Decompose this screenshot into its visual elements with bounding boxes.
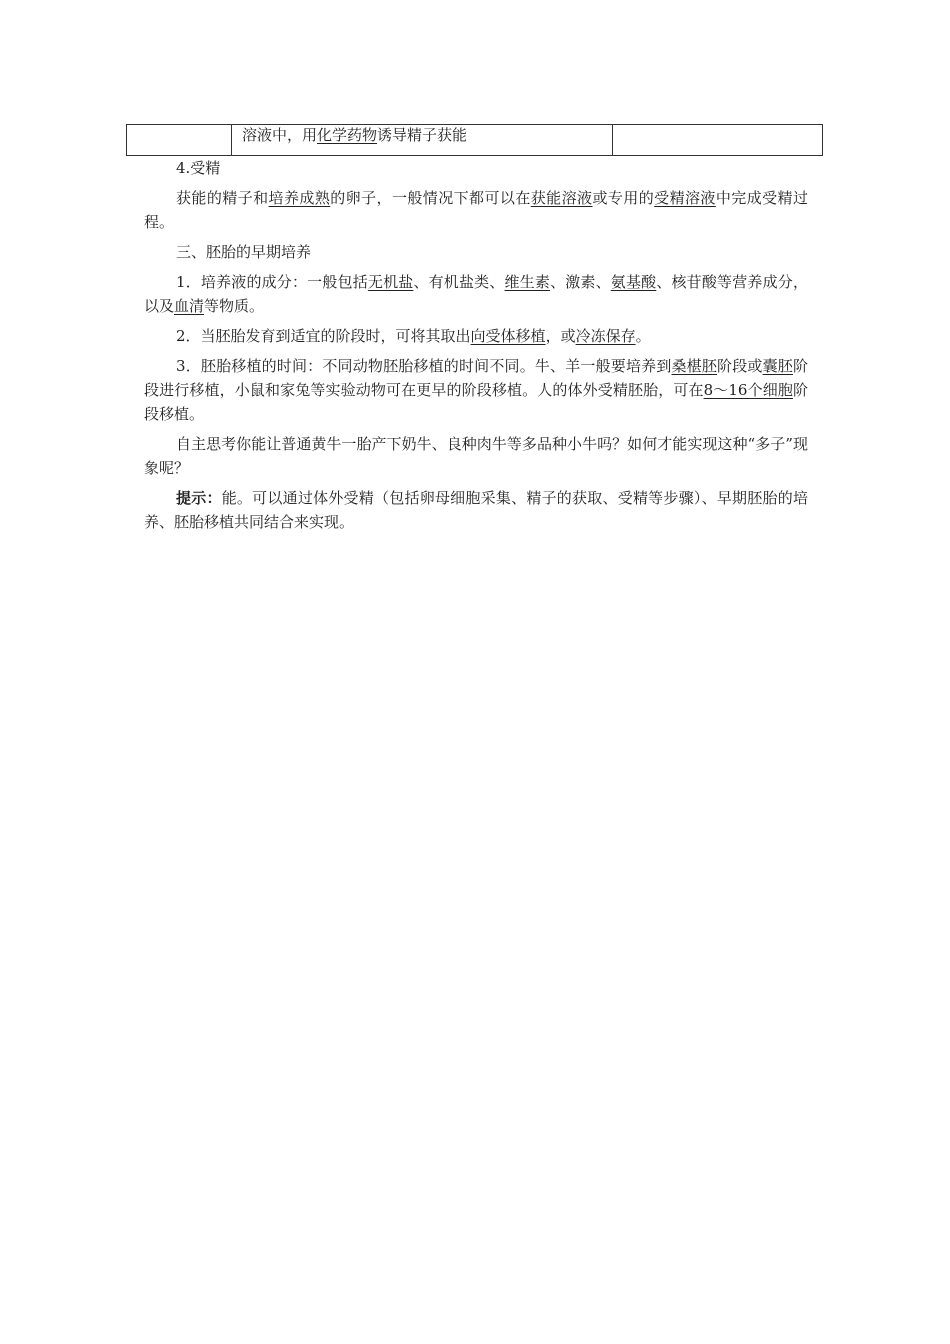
text-span: 2．当胚胎发育到适宜的阶段时，可将其取出: [176, 327, 471, 345]
underlined-term: 冷冻保存: [575, 327, 636, 345]
text-span: 4.受精: [176, 159, 221, 177]
text-span: 能。可以通过体外受精（包括卵母细胞采集、精子的获取、受精等步骤）、早期胚胎的培养、胚胎移植共同结合来实现。: [144, 489, 808, 531]
text-span: 诱导精子获能: [377, 126, 468, 144]
text-span: 阶段或: [717, 357, 763, 375]
table-cell-empty-right: [613, 125, 823, 156]
text-span: 获能的精子和: [176, 189, 269, 207]
text-span: 、有机盐类、: [413, 273, 505, 291]
table-cell-text: [232, 125, 613, 156]
table-row: [127, 125, 823, 156]
text-span: 等物质。: [204, 297, 265, 315]
text-span: 阶段进行移植，小鼠和家兔等实验动物可在更早的阶段移植。人的体外受精胚胎，可在: [144, 357, 808, 399]
section-heading-embryo-culture: [144, 240, 808, 264]
heading-fertilization: [144, 156, 808, 180]
underlined-term: 无机盐: [367, 273, 414, 291]
document-body: [144, 156, 808, 534]
text-span: 、激素、: [550, 273, 611, 291]
paragraph-culture-medium: [144, 270, 808, 318]
text-span: 的卵子，一般情况下都可以在: [330, 189, 531, 207]
underlined-term: 获能溶液: [530, 189, 593, 207]
text-span: 中完成受精过程。: [144, 189, 808, 231]
underlined-term: 维生素: [504, 273, 551, 291]
hint-label: 提示：: [176, 489, 222, 507]
paragraph-transfer-or-freeze: [144, 324, 808, 348]
underlined-term: 受精溶液: [654, 189, 716, 207]
paragraph-fertilization: [144, 186, 808, 234]
paragraph-hint-answer: [144, 486, 808, 534]
text-span: 自主思考你能让普通黄牛一胎产下奶牛、良种肉牛等多品种小牛吗？如何才能实现这种“多子”现象呢？: [144, 435, 808, 477]
text-span: 阶段移植。: [144, 381, 808, 423]
table-fragment: [126, 124, 823, 156]
text-span: 溶液中，用: [242, 126, 318, 144]
text-span: 三、胚胎的早期培养: [176, 243, 312, 261]
table-cell-empty-left: [127, 125, 232, 156]
paragraph-self-thinking-question: [144, 432, 808, 480]
underlined-term: 囊胚: [762, 357, 793, 375]
underlined-term: 血清: [174, 297, 205, 315]
underlined-term: 化学药物: [317, 126, 378, 144]
text-span: 或专用的: [592, 189, 655, 207]
underlined-term: 氨基酸: [610, 273, 657, 291]
underlined-term: 8～16个细胞: [703, 381, 793, 399]
text-span: 1．培养液的成分：一般包括: [176, 273, 368, 291]
underlined-term: 向受体移植: [470, 327, 546, 345]
underlined-term: 培养成熟: [268, 189, 331, 207]
text-span: ，或: [545, 327, 576, 345]
text-span: 3．胚胎移植的时间：不同动物胚胎移植的时间不同。牛、羊一般要培养到: [176, 357, 672, 375]
paragraph-transfer-timing: [144, 354, 808, 426]
text-span: 。: [635, 327, 651, 345]
underlined-term: 桑椹胚: [671, 357, 718, 375]
text-span: 、核苷酸等营养成分，以及: [144, 273, 808, 315]
